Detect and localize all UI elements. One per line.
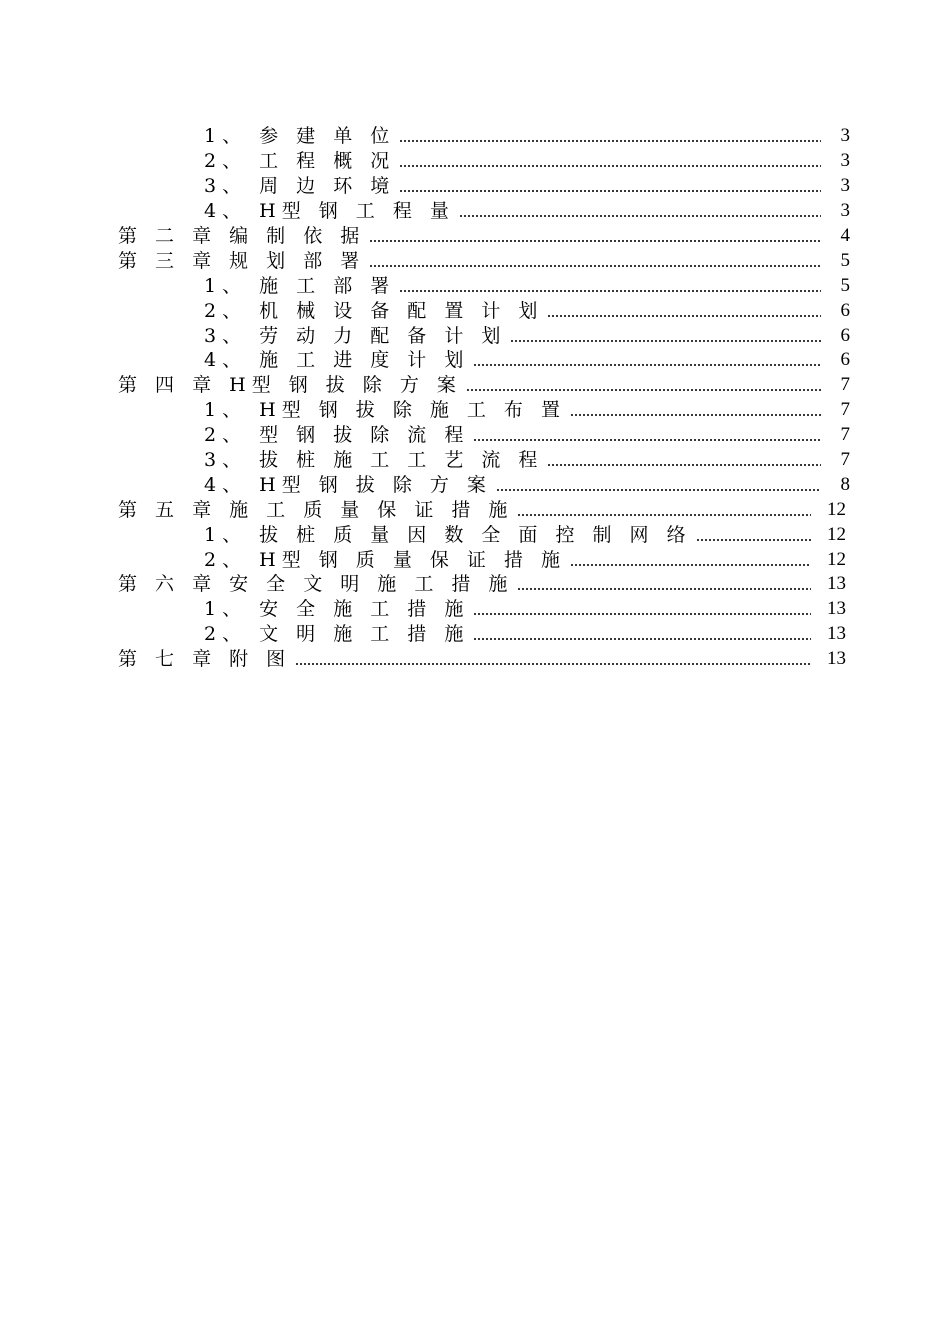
toc-dot-leader (547, 453, 820, 467)
toc-dot-leader (473, 353, 820, 367)
toc-dot-leader (369, 229, 820, 243)
toc-entry-title: 1、 参 建 单 位 (204, 125, 396, 148)
toc-section-entry[interactable] (0, 149, 950, 174)
toc-dot-leader (369, 254, 820, 268)
toc-page-number: 7 (840, 399, 850, 421)
toc-entry-title: 2、 机 械 设 备 配 置 计 划 (204, 299, 544, 322)
toc-section-entry[interactable] (0, 547, 950, 572)
toc-chapter-entry[interactable] (0, 497, 950, 522)
toc-section-entry[interactable] (0, 398, 950, 423)
toc-entry-title: 1、 施 工 部 署 (204, 274, 396, 297)
toc-page-number: 13 (827, 648, 846, 670)
toc-section-entry[interactable] (0, 423, 950, 448)
toc-dot-leader (473, 602, 811, 616)
toc-page-number: 13 (827, 598, 846, 620)
toc-entry-title: 第 七 章 附 图 (118, 648, 292, 671)
toc-entry-title: 1、 拔 桩 质 量 因 数 全 面 控 制 网 络 (204, 523, 692, 546)
toc-entry-title: 2、 文 明 施 工 措 施 (204, 623, 470, 646)
toc-entry-title: 1、 安 全 施 工 措 施 (204, 598, 470, 621)
toc-page-number: 12 (827, 498, 846, 520)
toc-dot-leader (459, 204, 821, 218)
toc-page-number: 3 (840, 125, 850, 147)
toc-entry-title: 3、 周 边 环 境 (204, 175, 396, 198)
toc-dot-leader (547, 304, 820, 318)
toc-section-entry[interactable] (0, 622, 950, 647)
toc-entry-title: 第 四 章 H型 钢 拔 除 方 案 (118, 374, 462, 397)
toc-dot-leader (399, 279, 820, 293)
toc-dot-leader (466, 378, 821, 392)
toc-page-number: 3 (840, 200, 850, 222)
toc-entry-title: 第 五 章 施 工 质 量 保 证 措 施 (118, 498, 514, 521)
toc-page-number: 6 (840, 349, 850, 371)
toc-dot-leader (295, 652, 811, 666)
toc-entry-title: 2、 H型 钢 质 量 保 证 措 施 (204, 548, 566, 571)
toc-section-entry[interactable] (0, 348, 950, 373)
toc-entry-title: 4、 施 工 进 度 计 划 (204, 349, 470, 372)
toc-chapter-entry[interactable] (0, 572, 950, 597)
toc-dot-leader (570, 553, 811, 567)
toc-entry-title: 2、 型 钢 拔 除 流 程 (204, 424, 470, 447)
toc-chapter-entry[interactable] (0, 647, 950, 672)
toc-section-entry[interactable] (0, 273, 950, 298)
table-of-contents (0, 124, 950, 672)
toc-entry-title: 1、 H型 钢 拔 除 施 工 布 置 (204, 399, 566, 422)
toc-page-number: 3 (840, 150, 850, 172)
toc-entry-title: 4、 H型 钢 工 程 量 (204, 200, 455, 223)
toc-entry-title: 3、 劳 动 力 配 备 计 划 (204, 324, 507, 347)
toc-section-entry[interactable] (0, 323, 950, 348)
toc-page-number: 13 (827, 573, 846, 595)
toc-page-number: 12 (827, 548, 846, 570)
toc-dot-leader (696, 528, 811, 542)
toc-chapter-entry[interactable] (0, 224, 950, 249)
toc-dot-leader (517, 503, 811, 517)
toc-page-number: 5 (840, 274, 850, 296)
toc-chapter-entry[interactable] (0, 248, 950, 273)
toc-entry-title: 第 二 章 编 制 依 据 (118, 225, 366, 247)
toc-section-entry[interactable] (0, 472, 950, 497)
toc-dot-leader (473, 627, 811, 641)
toc-entry-title: 4、 H型 钢 拔 除 方 案 (204, 473, 492, 496)
toc-page-number: 12 (827, 523, 846, 545)
toc-page-number: 6 (840, 299, 850, 321)
toc-page-number: 7 (840, 449, 850, 471)
toc-entry-title: 3、 拔 桩 施 工 工 艺 流 程 (204, 449, 544, 472)
toc-page-number: 7 (840, 424, 850, 446)
toc-section-entry[interactable] (0, 199, 950, 224)
toc-dot-leader (496, 478, 821, 492)
toc-dot-leader (399, 154, 820, 168)
toc-section-entry[interactable] (0, 448, 950, 473)
toc-page-number: 8 (840, 473, 850, 495)
toc-section-entry[interactable] (0, 124, 950, 149)
toc-entry-title: 第 六 章 安 全 文 明 施 工 措 施 (118, 573, 514, 596)
toc-dot-leader (473, 428, 820, 442)
toc-entry-title: 第 三 章 规 划 部 署 (118, 249, 366, 272)
toc-dot-leader (399, 179, 820, 193)
toc-section-entry[interactable] (0, 298, 950, 323)
toc-page-number: 4 (840, 225, 850, 246)
toc-entry-title: 2、 工 程 概 况 (204, 150, 396, 173)
toc-section-entry[interactable] (0, 597, 950, 622)
toc-page-number: 13 (827, 623, 846, 645)
toc-page-number: 5 (840, 249, 850, 271)
toc-page-number: 6 (840, 324, 850, 346)
toc-dot-leader (399, 129, 820, 143)
toc-dot-leader (570, 403, 821, 417)
toc-section-entry[interactable] (0, 522, 950, 547)
toc-dot-leader (510, 329, 820, 343)
toc-page-number: 3 (840, 175, 850, 197)
toc-dot-leader (517, 577, 811, 591)
toc-page-number: 7 (840, 374, 850, 396)
toc-section-entry[interactable] (0, 174, 950, 199)
toc-chapter-entry[interactable] (0, 373, 950, 398)
